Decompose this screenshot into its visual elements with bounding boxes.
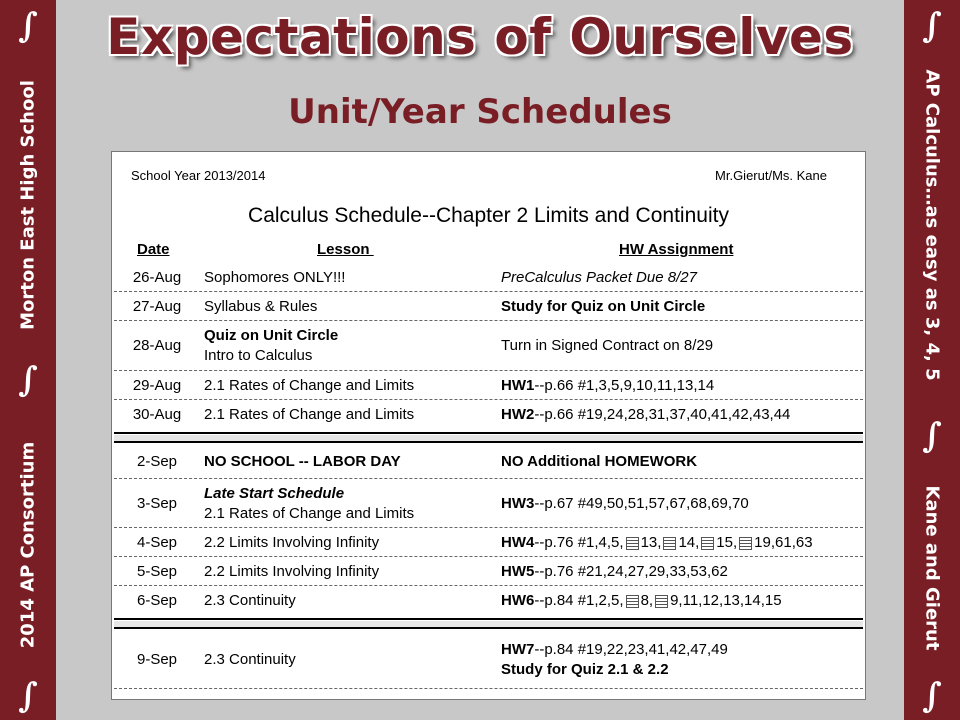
table-row <box>114 527 863 557</box>
row-hw: NO Additional HOMEWORK <box>501 453 698 470</box>
lesson-line: Intro to Calculus <box>204 347 313 364</box>
consortium-label: 2014 AP Consortium <box>17 441 39 649</box>
table-row <box>114 320 863 371</box>
equation-object-icon <box>701 537 714 550</box>
school-year: School Year 2013/2014 <box>131 168 266 183</box>
row-lesson: 2.2 Limits Involving Infinity <box>204 562 380 580</box>
row-lesson: 2.3 Continuity <box>204 592 296 609</box>
row-lesson: 2.3 Continuity <box>204 650 296 668</box>
row-date: 6-Sep <box>136 592 178 609</box>
integral-icon: ∫ <box>18 676 38 716</box>
hw-text: 9,11,12,13,14,15 <box>670 592 782 609</box>
lesson-line: Quiz on Unit Circle <box>204 327 339 344</box>
row-lesson: NO SCHOOL -- LABOR DAY <box>204 453 401 470</box>
hw-text: 19,61,63 <box>754 534 813 551</box>
row-date: 2-Sep <box>136 453 178 470</box>
hw-text: 15, <box>716 534 738 551</box>
hw-text: --p.66 #19,24,28,31,37,40,41,42,43,44 <box>534 406 791 423</box>
row-hw <box>501 632 861 687</box>
hw-text: --p.76 #21,24,27,29,33,53,62 <box>534 563 728 580</box>
table-row <box>114 478 863 528</box>
equation-object-icon <box>663 537 676 550</box>
week-divider <box>114 618 863 620</box>
schedule-title: Calculus Schedule--Chapter 2 Limits and Continuity <box>248 204 729 227</box>
integral-icon: ∫ <box>922 676 942 716</box>
table-row <box>114 585 863 616</box>
row-lesson <box>204 479 494 528</box>
hw-text: 13, <box>640 534 662 551</box>
week-divider <box>114 627 863 629</box>
equation-object-icon <box>655 595 668 608</box>
row-hw <box>501 371 861 400</box>
integral-icon: ∫ <box>18 6 38 46</box>
schedule-document <box>111 151 866 700</box>
table-row <box>114 370 863 400</box>
table-row <box>114 399 863 430</box>
row-date: 26-Aug <box>132 269 182 286</box>
integral-icon: ∫ <box>18 360 38 400</box>
hw-number: HW7 <box>501 640 535 658</box>
row-date: 9-Sep <box>136 650 178 668</box>
hw-text: --p.84 #19,22,23,41,42,47,49 <box>534 640 728 658</box>
row-date: 28-Aug <box>132 337 182 354</box>
row-hw <box>501 479 861 528</box>
row-date: 30-Aug <box>132 406 182 423</box>
column-header-lesson: Lesson <box>317 241 374 258</box>
integral-icon: ∫ <box>922 6 942 46</box>
week-divider <box>114 432 863 434</box>
hw-number: HW2 <box>501 406 535 423</box>
row-lesson: Sophomores ONLY!!! <box>204 269 346 286</box>
table-row <box>114 291 863 321</box>
lesson-line: Late Start Schedule <box>204 484 345 502</box>
table-row <box>114 446 863 478</box>
row-date: 5-Sep <box>136 562 178 580</box>
row-date: 29-Aug <box>132 376 182 394</box>
slide-subtitle: Unit/Year Schedules <box>288 92 672 132</box>
row-lesson: 2.1 Rates of Change and Limits <box>204 376 415 394</box>
integral-icon: ∫ <box>922 416 942 456</box>
row-date: 3-Sep <box>136 494 178 512</box>
course-tagline: AP Calculus…as easy as 3, 4, 5 <box>921 69 943 381</box>
table-bottom-rule <box>114 688 863 691</box>
row-hw <box>501 400 861 430</box>
hw-text: --p.84 #1,2,5, <box>534 592 624 609</box>
row-hw: Turn in Signed Contract on 8/29 <box>501 337 714 354</box>
column-header-date: Date <box>137 241 170 258</box>
table-row <box>114 265 863 291</box>
hw-number: HW5 <box>501 563 535 580</box>
row-hw <box>501 557 861 586</box>
hw-text: --p.76 #1,4,5, <box>534 534 624 551</box>
hw-text: --p.67 #49,50,51,57,67,68,69,70 <box>534 495 749 512</box>
teacher-names: Kane and Gierut <box>921 485 943 651</box>
left-sidebar <box>0 0 56 720</box>
hw-line <box>501 640 861 660</box>
row-lesson: 2.1 Rates of Change and Limits <box>204 406 415 423</box>
right-sidebar <box>904 0 960 720</box>
week-divider <box>114 441 863 443</box>
hw-number: HW1 <box>501 377 535 394</box>
hw-text: 8, <box>640 592 654 609</box>
hw-number: HW3 <box>501 495 535 512</box>
slide-title: Expectations of Ourselves <box>106 8 854 66</box>
school-name: Morton East High School <box>17 80 39 330</box>
table-row <box>114 556 863 586</box>
row-hw: PreCalculus Packet Due 8/27 <box>501 269 697 286</box>
hw-line: Study for Quiz 2.1 & 2.2 <box>501 660 669 678</box>
row-lesson: Syllabus & Rules <box>204 297 318 315</box>
hw-text: 14, <box>678 534 700 551</box>
equation-object-icon <box>626 537 639 550</box>
hw-number: HW4 <box>501 534 535 551</box>
row-hw <box>501 586 861 616</box>
row-hw <box>501 528 861 557</box>
row-lesson <box>204 321 494 371</box>
lesson-line: 2.1 Rates of Change and Limits <box>204 504 415 522</box>
table-row <box>114 632 863 687</box>
column-header-hw: HW Assignment <box>619 241 734 258</box>
hw-number: HW6 <box>501 592 535 609</box>
row-hw: Study for Quiz on Unit Circle <box>501 297 706 315</box>
equation-object-icon <box>739 537 752 550</box>
equation-object-icon <box>626 595 639 608</box>
row-date: 27-Aug <box>132 297 182 315</box>
row-date: 4-Sep <box>136 533 178 551</box>
hw-text: --p.66 #1,3,5,9,10,11,13,14 <box>534 377 715 394</box>
teachers: Mr.Gierut/Ms. Kane <box>715 168 827 183</box>
row-lesson: 2.2 Limits Involving Infinity <box>204 533 380 551</box>
